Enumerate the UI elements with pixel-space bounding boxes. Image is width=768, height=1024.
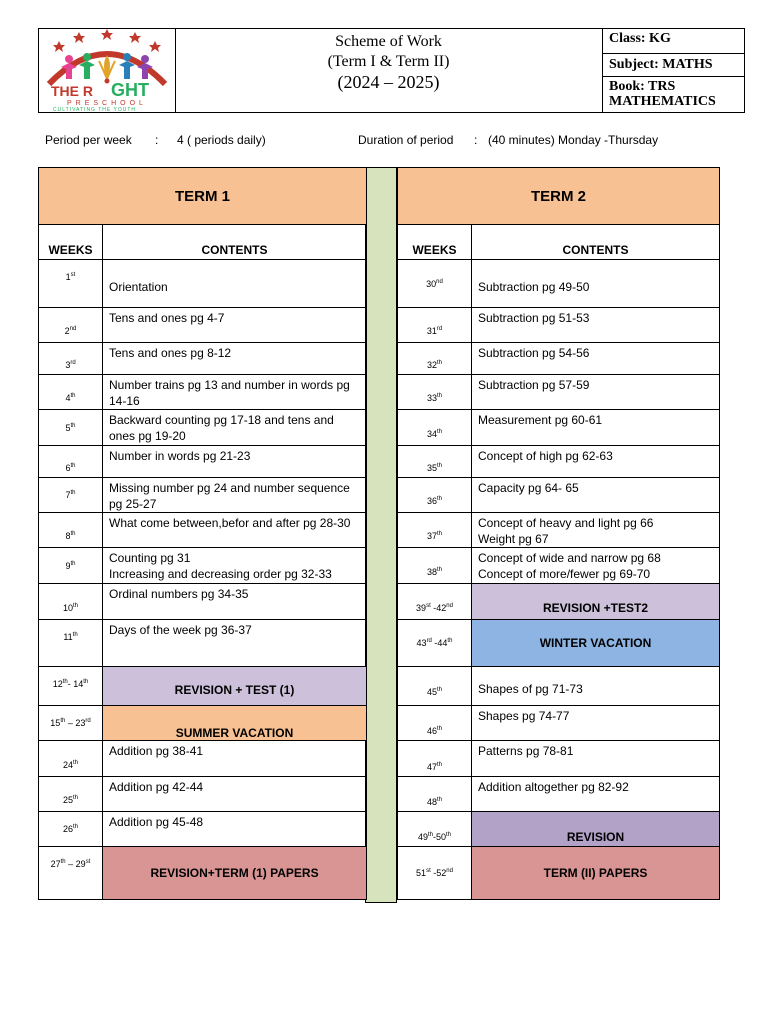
term2-table [397,167,720,900]
table-row [39,375,367,410]
week-cell: 27th – 29st [39,847,103,900]
table-row [398,741,720,777]
table-row [39,741,367,777]
content-cell: Tens and ones pg 8-12 [103,343,367,375]
table-row [39,847,367,900]
table-row [398,478,720,513]
week-cell: 9th [39,548,103,584]
week-cell: 2nd [39,308,103,343]
week-cell: 7th [39,478,103,513]
period-per-week-label: Period per week [45,133,132,147]
table-row [39,478,367,513]
content-cell: Tens and ones pg 4-7 [103,308,367,343]
term1-title: TERM 1 [39,168,367,225]
content-cell: Missing number pg 24 and number sequence pg 25-27 [103,478,367,513]
term2-contents-header: CONTENTS [472,225,720,260]
period-per-week-value: 4 ( periods daily) [177,133,266,147]
table-row [39,620,367,667]
content-cell [472,513,720,548]
title-line1: Scheme of Work [335,33,442,50]
content-line: Concept of more/fewer pg 69-70 [478,567,651,581]
week-cell: 24th [39,741,103,777]
week-cell: 39st -42nd [398,584,472,620]
duration-value: (40 minutes) Monday -Thursday [488,133,659,147]
content-cell: Subtraction pg 49-50 [472,260,720,308]
logo-name-part1: THE R [51,83,93,99]
table-row [39,343,367,375]
term1-table [38,167,367,900]
content-cell: Addition pg 42-44 [103,777,367,812]
content-line: Concept of wide and narrow pg 68 [478,551,661,565]
content-cell: What come between,befor and after pg 28-30 [103,513,367,548]
content-cell: Shapes pg 74-77 [472,706,720,741]
content-cell: Addition pg 38-41 [103,741,367,777]
content-cell: Measurement pg 60-61 [472,410,720,446]
term1-papers-band: REVISION+TERM (1) PAPERS [103,847,367,900]
week-cell: 45th [398,667,472,706]
week-cell: 25th [39,777,103,812]
table-row [398,667,720,706]
title-line2: (Term I & Term II) [327,53,450,70]
table-row [39,706,367,741]
table-row [398,847,720,900]
table-row [398,260,720,308]
week-cell: 3rd [39,343,103,375]
table-row [398,513,720,548]
revision-test-band: REVISION + TEST (1) [103,667,367,706]
book-label: Book: TRS MATHEMATICS [609,79,716,109]
content-cell [103,548,367,584]
content-cell: Patterns pg 78-81 [472,741,720,777]
table-row [398,446,720,478]
table-row [398,706,720,741]
week-cell: 30nd [398,260,472,308]
week-cell: 48th [398,777,472,812]
content-cell: Subtraction pg 57-59 [472,375,720,410]
week-cell: 4th [39,375,103,410]
school-logo [39,29,176,112]
table-row [39,308,367,343]
table-row [398,548,720,584]
week-cell: 36th [398,478,472,513]
content-cell: Days of the week pg 36-37 [103,620,367,667]
term2-papers-band: TERM (II) PAPERS [472,847,720,900]
week-cell: 5th [39,410,103,446]
content-cell: Concept of high pg 62-63 [472,446,720,478]
content-cell: Orientation [103,260,367,308]
logo-preschool: PRESCHOOL [67,100,147,107]
duration-label: Duration of period [358,133,454,147]
week-cell: 37th [398,513,472,548]
week-cell: 26th [39,812,103,847]
table-row [398,410,720,446]
logo-name-part2: GHT [111,80,149,100]
table-row [398,308,720,343]
week-cell: 51st -52nd [398,847,472,900]
content-cell: Ordinal numbers pg 34-35 [103,584,367,620]
term2-weeks-header: WEEKS [398,225,472,260]
week-cell: 38th [398,548,472,584]
content-line: Increasing and decreasing order pg 32-33 [109,567,332,581]
week-cell: 47th [398,741,472,777]
content-line: Concept of heavy and light pg 66 [478,516,654,530]
week-cell: 1st [39,260,103,308]
table-row [398,584,720,620]
content-cell: Subtraction pg 51-53 [472,308,720,343]
class-label: Class: KG [602,29,744,54]
content-line: Counting pg 31 [109,551,191,565]
table-row [398,620,720,667]
content-cell: Addition altogether pg 82-92 [472,777,720,812]
content-cell: Capacity pg 64- 65 [472,478,720,513]
week-cell: 8th [39,513,103,548]
table-row [39,548,367,584]
week-cell: 31rd [398,308,472,343]
subject-label: Subject: MATHS [602,54,744,77]
term1-contents-header: CONTENTS [103,225,367,260]
week-cell: 11th [39,620,103,667]
table-row [398,375,720,410]
term2-title: TERM 2 [398,168,720,225]
document-header [38,28,745,113]
table-row [39,812,367,847]
week-cell: 35th [398,446,472,478]
content-line: Weight pg 67 [478,532,549,546]
table-row [39,260,367,308]
content-cell: Number trains pg 13 and number in words pg 14-16 [103,375,367,410]
week-cell: 33th [398,375,472,410]
logo-tagline: CULTIVATING THE YOUTH [53,107,137,112]
table-row [398,812,720,847]
table-row [39,584,367,620]
content-cell: Subtraction pg 54-56 [472,343,720,375]
week-cell: 15th – 23rd [39,706,103,741]
content-cell: Shapes of pg 71-73 [472,667,720,706]
table-row [39,513,367,548]
revision-test2-band: REVISION +TEST2 [472,584,720,620]
term1-weeks-header: WEEKS [39,225,103,260]
table-row [398,777,720,812]
document-title [175,29,603,112]
week-cell: 12th- 14th [39,667,103,706]
table-row [39,410,367,446]
content-cell [472,548,720,584]
content-cell: Addition pg 45-48 [103,812,367,847]
term-divider [365,167,397,903]
table-row [398,343,720,375]
table-row [39,446,367,478]
course-info [602,29,744,112]
week-cell: 34th [398,410,472,446]
winter-vacation-band: WINTER VACATION [472,620,720,667]
revision-band: REVISION [472,812,720,847]
week-cell: 43rd -44th [398,620,472,667]
content-cell: Backward counting pg 17-18 and tens and ones pg 19-20 [103,410,367,446]
logo-emblem [39,29,175,112]
period-separator: : [155,133,159,147]
table-row [39,667,367,706]
table-row [39,777,367,812]
week-cell: 32th [398,343,472,375]
week-cell: 49th-50th [398,812,472,847]
week-cell: 46th [398,706,472,741]
week-cell: 6th [39,446,103,478]
content-cell: Number in words pg 21-23 [103,446,367,478]
title-line3: (2024 – 2025) [337,72,440,92]
duration-separator: : [474,133,478,147]
summer-vacation-band: SUMMER VACATION [103,706,367,741]
week-cell: 10th [39,584,103,620]
